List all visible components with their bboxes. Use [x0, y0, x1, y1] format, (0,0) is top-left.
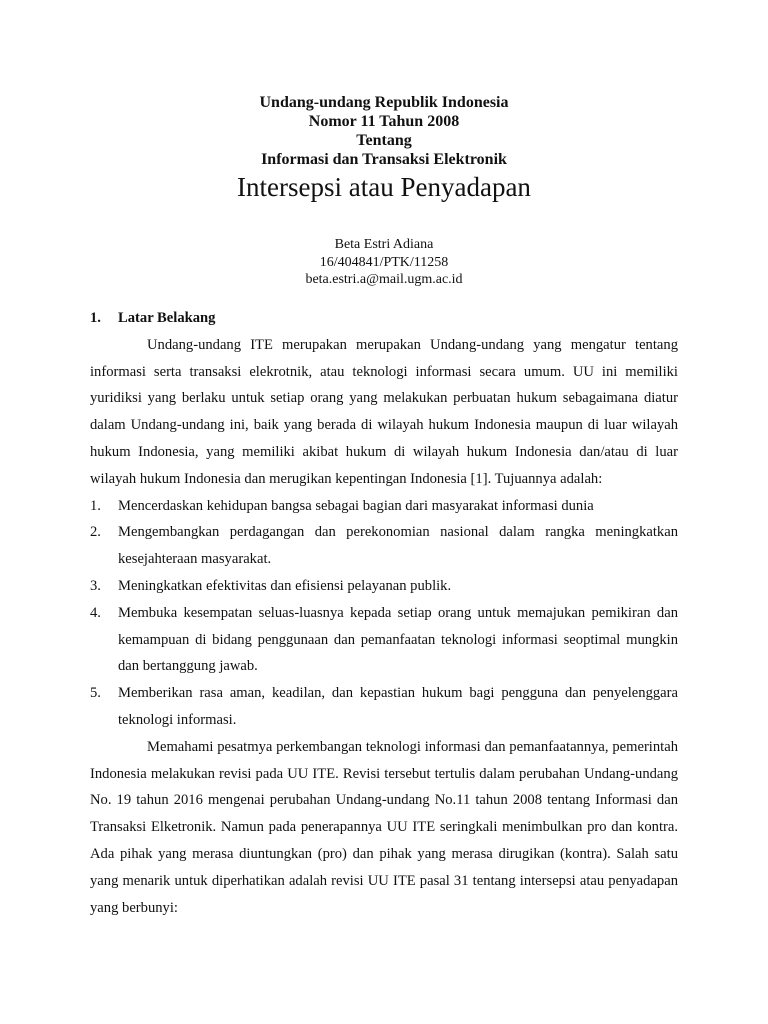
author-email: beta.estri.a@mail.ugm.ac.id	[305, 272, 463, 287]
law-about: Tentang	[356, 132, 412, 149]
paragraph-revision: Memahami pesatmya perkembangan teknologi informasi dan pemanfaatannya, pemerintah Indonesia melakukan revisi pada UU ITE. Revisi tersebut tertulis dalam perubahan Undang-undang No. 19 tahun 2016 mengenai perubahan Undang-undang No.11 tahun 2008 tentang Informasi dan Transaksi Elketronik. Namun pada penerapannya UU ITE seringkali menimbulkan pro dan kontra. Ada pihak yang merasa diuntungkan (pro) dan pihak yang merasa dirugikan (kontra). Salah satu yang menarik untuk diperhatikan adalah revisi UU ITE pasal 31 tentang intersepsi atau penyadapan yang berbunyi:	[90, 738, 678, 916]
document-header	[0, 93, 768, 203]
list-item-text: Memberikan rasa aman, keadilan, dan kepastian hukum bagi pengguna dan penyelenggara teknologi informasi.	[118, 685, 678, 728]
list-marker: 3.	[90, 577, 101, 594]
list-item-text: Membuka kesempatan seluas-luasnya kepada setiap orang untuk memajukan pemikiran dan kemampuan di bidang penggunaan dan pemanfaatan teknologi informasi seoptimal mungkin dan bertanggung jawab.	[118, 604, 678, 675]
section-number: 1.	[90, 310, 101, 326]
list-item	[90, 493, 678, 520]
law-title: Undang-undang Republik Indonesia	[259, 94, 509, 111]
list-item	[90, 680, 678, 734]
document-title: Intersepsi atau Penyadapan	[237, 172, 531, 202]
author-id: 16/404841/PTK/11258	[319, 254, 449, 270]
list-item-text: Mencerdaskan kehidupan bangsa sebagai bagian dari masyarakat informasi dunia	[118, 497, 594, 514]
list-item	[90, 600, 678, 680]
law-subject: Informasi dan Transaksi Elektronik	[261, 151, 507, 168]
author-block	[0, 236, 768, 289]
list-marker: 5.	[90, 685, 101, 702]
list-marker: 1.	[90, 497, 101, 514]
list-marker: 2.	[90, 524, 101, 541]
section-title: Latar Belakang	[118, 310, 216, 326]
objectives-list	[90, 493, 678, 734]
list-item-text: Mengembangkan perdagangan dan perekonomian nasional dalam rangka meningkatkan kesejahteraan masyarakat.	[118, 524, 678, 568]
paragraph-intro: Undang-undang ITE merupakan merupakan Undang-undang yang mengatur tentang informasi serta transaksi elekrotnik, atau teknologi informasi secara umum. UU ini memiliki yuridiksi yang berlaku untuk setiap orang yang melakukan perbuatan hukum sebagaimana diatur dalam Undang-undang ini, baik yang berada di wilayah hukum Indonesia maupun di luar wilayah hukum Indonesia, yang memiliki akibat hukum di wilayah hukum Indonesia dan/atau di luar wilayah hukum Indonesia dan merugikan kepentingan Indonesia [1]. Tujuannya adalah:	[90, 336, 678, 487]
list-marker: 4.	[90, 604, 101, 621]
law-number: Nomor 11 Tahun 2008	[308, 113, 460, 130]
list-item	[90, 519, 678, 573]
list-item	[90, 573, 678, 600]
section-heading	[90, 305, 678, 332]
list-item-text: Meningkatkan efektivitas dan efisiensi pelayanan publik.	[118, 577, 452, 594]
author-name: Beta Estri Adiana	[334, 237, 434, 252]
document-body	[90, 305, 678, 921]
